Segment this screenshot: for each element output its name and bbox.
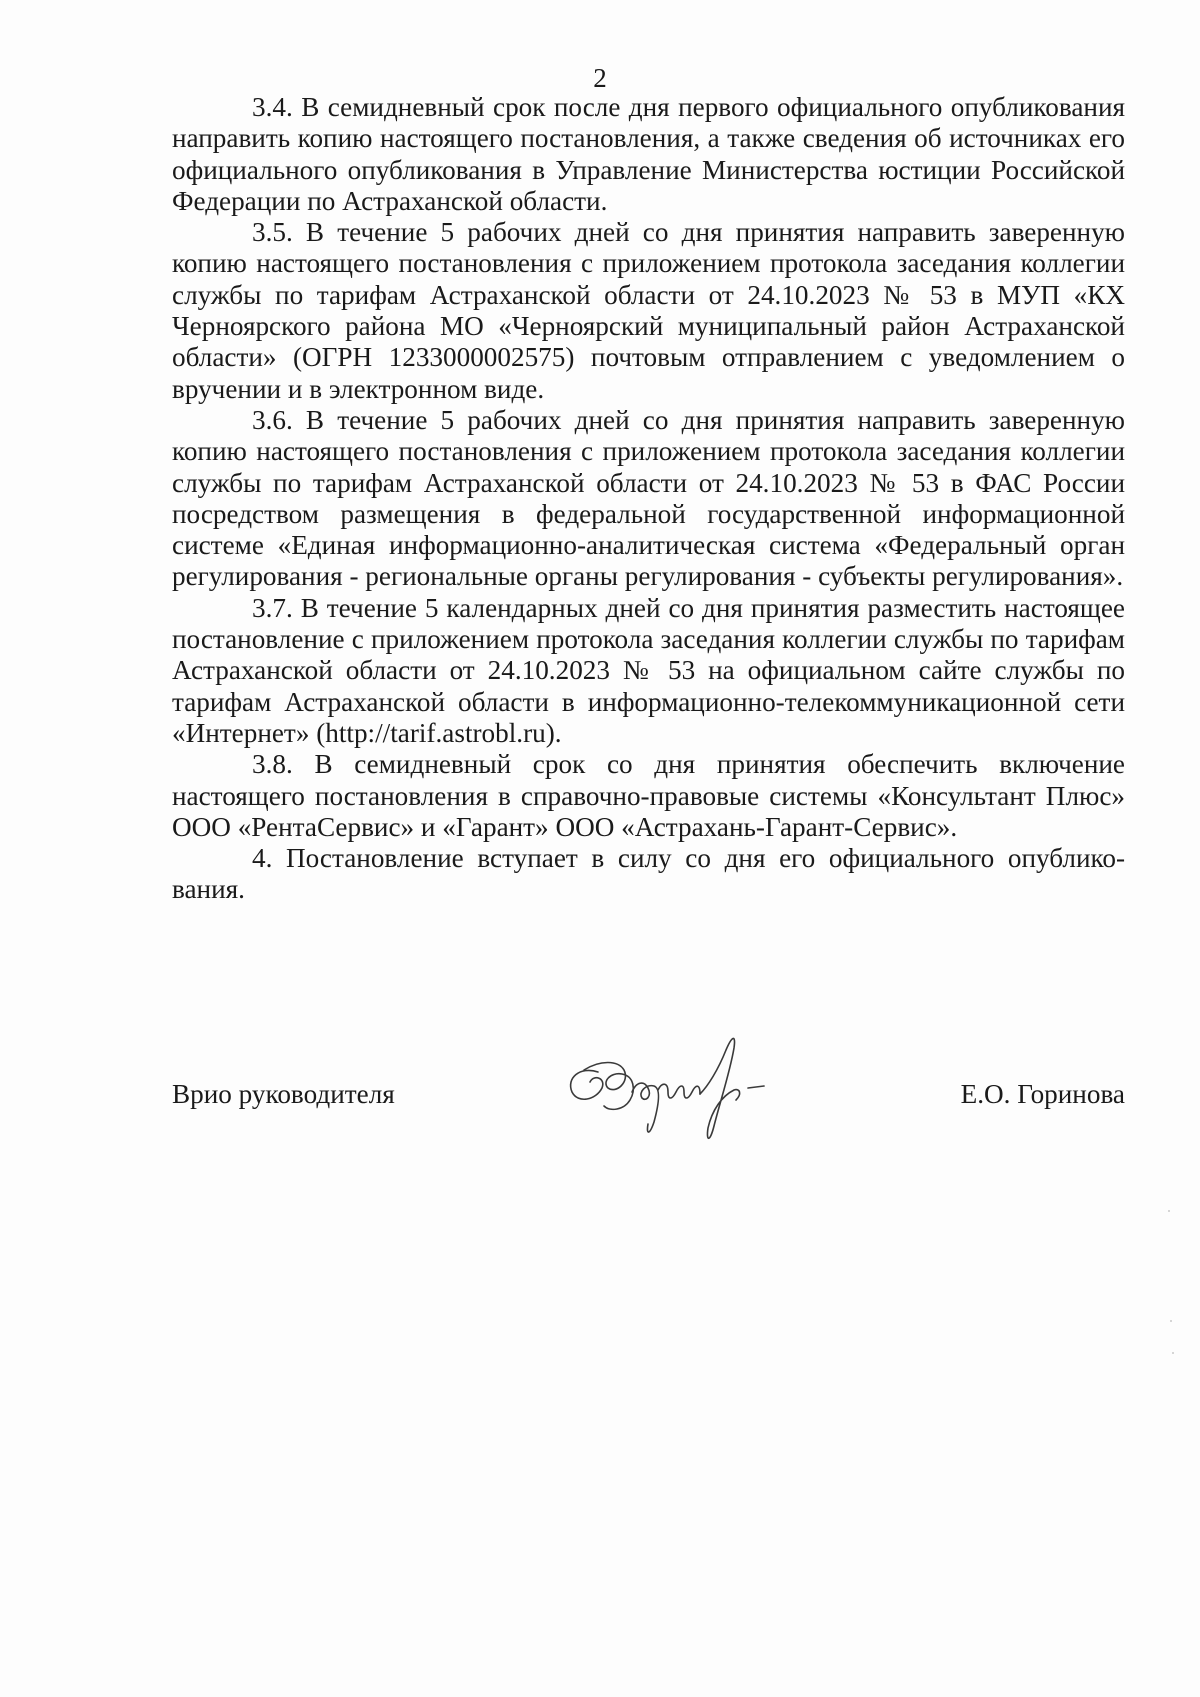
- document-body: [172, 92, 1125, 906]
- signature-block: [172, 1030, 1125, 1150]
- paragraph-3-4: 3.4. В семидневный срок после дня первого официального опубликования направить копию настоящего постановления, а также сведения об источниках его официального опубликования в Управление Министерства юстиции Российской Федерации по Астраханской области.: [172, 92, 1125, 216]
- scan-speck: [1170, 1320, 1172, 1322]
- signatory-name: Е.О. Горинова: [960, 1079, 1125, 1109]
- signatory-position: Врио руководителя: [172, 1079, 395, 1109]
- page-number: 2: [593, 63, 607, 93]
- scan-speck: [1172, 1352, 1174, 1354]
- paragraph-3-6: 3.6. В течение 5 рабочих дней со дня принятия направить заверенную копию настоящего постановления с приложением протокола заседания коллегии службы по тарифам Астраханской области от 24.10.2023 № 53 в ФАС России посредством размещения в федеральной государственной информационной системе «Единая информационно-аналитическая система «Федеральный орган регулирования - региональные органы регулирования - субъекты регулирования».: [172, 404, 1125, 592]
- scan-speck: [1168, 1210, 1170, 1212]
- handwritten-signature: [550, 1030, 800, 1150]
- paragraph-3-8: 3.8. В семидневный срок со дня принятия обеспечить включение настоящего постановления в справочно-правовые системы «Консультант Плюс» ООО «РентаСервис» и «Гарант» ООО «Астрахань-Гарант-Сервис».: [172, 749, 1125, 842]
- paragraph-3-7: 3.7. В течение 5 календарных дней со дня принятия разместить настоящее постановление с приложением протокола заседания коллегии службы по тарифам Астраханской области от 24.10.2023 № 53 на официальном сайте службы по тарифам Астраханской области в информационно-телекоммуникационной сети «Интернет» (http://tarif.astrobl.ru).: [172, 592, 1125, 748]
- paragraph-3-5: 3.5. В течение 5 рабочих дней со дня принятия направить заверенную копию настоящего постановления с приложением протокола заседания коллегии службы по тарифам Астраханской области от 24.10.2023 № 53 в МУП «КХ Черноярского района МО «Черноярский муниципальный район Астраханской области» (ОГРН 1233000002575) почтовым отправлением с уведомлением о вручении и в электронном виде.: [172, 217, 1125, 404]
- paragraph-4: 4. Постановление вступает в силу со дня его официального опубликования.: [172, 843, 1125, 905]
